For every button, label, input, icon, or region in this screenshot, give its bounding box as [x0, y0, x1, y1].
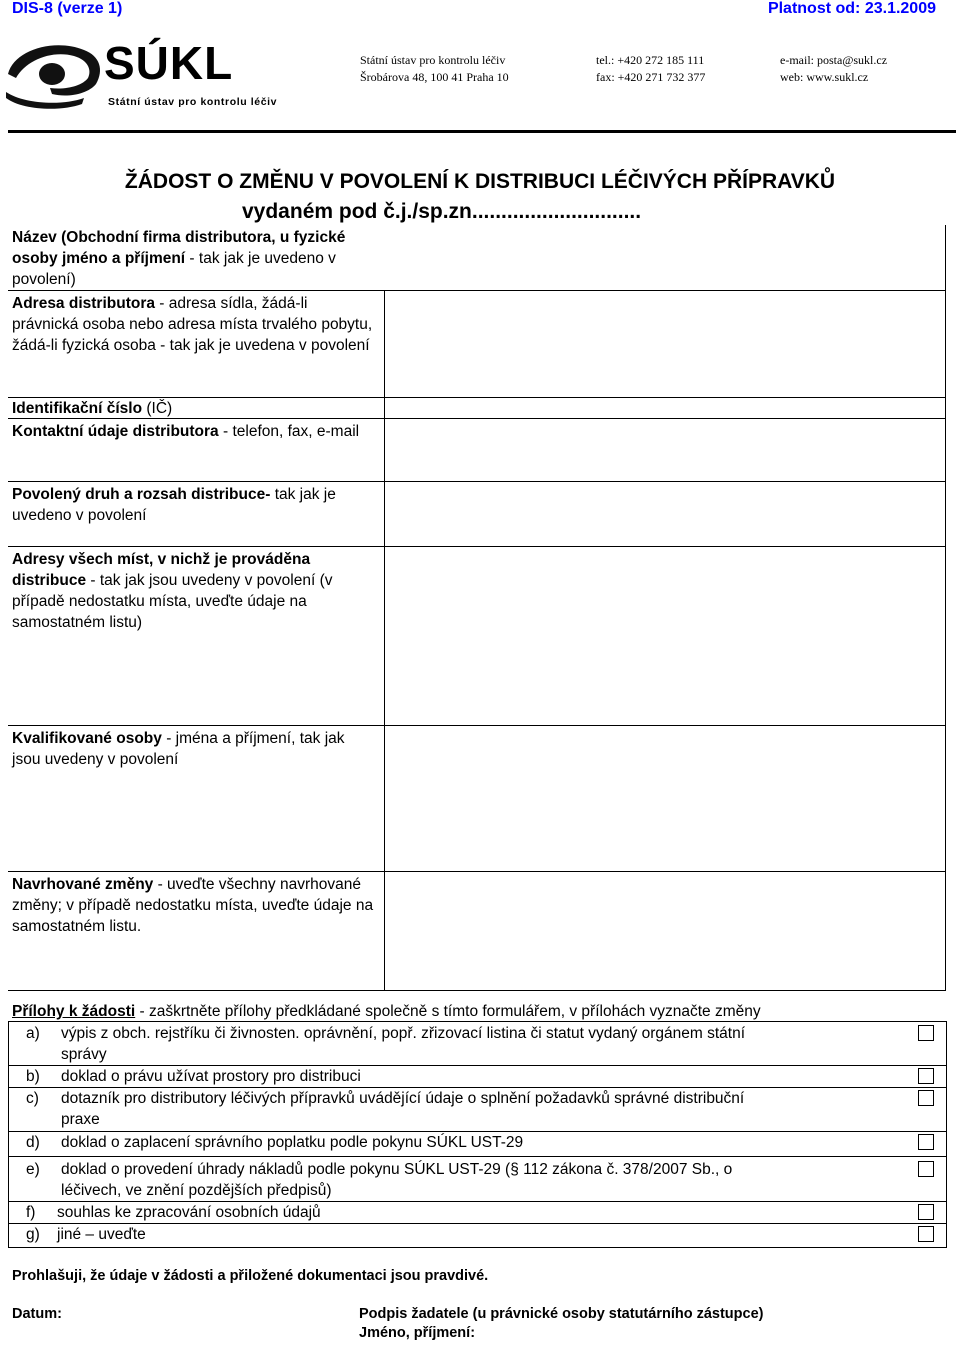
- attachment-text-b: doklad o právu užívat prostory pro distribuci: [61, 1068, 361, 1085]
- attachment-text-e: doklad o provedení úhrady nákladů podle pokynu SÚKL UST-29 (§ 112 zákona č. 378/2007 Sb., o léčivech, ve znění pozdějších předpisů): [61, 1161, 733, 1199]
- field-label-contact: Kontaktní údaje distributora - telefon, fax, e-mail: [12, 423, 360, 440]
- org-fax: fax: +420 271 732 377: [596, 70, 706, 84]
- field-label-changes: Navrhované změny - uveďte všechny navrhované změny; v případě nedostatku místa, uveďte údaje na samostatném listu.: [12, 876, 374, 935]
- form-title: ŽÁDOST O ZMĚNU V POVOLENÍ K DISTRIBUCI LÉČIVÝCH PŘÍPRAVKŮ: [124, 170, 836, 193]
- attachment-text-g: jiné – uveďte: [57, 1226, 146, 1243]
- name-label: Jméno, příjmení:: [359, 1325, 476, 1341]
- org-email: e-mail: posta@sukl.cz: [780, 53, 888, 67]
- attachment-checkbox-e[interactable]: [918, 1161, 934, 1177]
- attachment-text-c: dotazník pro distributory léčivých přípravků uvádějící údaje o splnění požadavků správné distribuční praxe: [61, 1090, 745, 1128]
- field-row-name[interactable]: [8, 225, 945, 290]
- validity-date: Platnost od: 23.1.2009: [767, 0, 936, 17]
- document-header-bar: [0, 0, 960, 22]
- document-id: DIS-8 (verze 1): [12, 0, 123, 17]
- attachment-checkbox-b[interactable]: [918, 1068, 934, 1084]
- declaration: Prohlašuji, že údaje v žádosti a přiložené dokumentaci jsou pravdivé.: [12, 1268, 489, 1284]
- attachment-letter-c: c): [26, 1090, 39, 1107]
- field-row-qualified-persons[interactable]: [8, 726, 945, 872]
- attachment-checkbox-a[interactable]: [918, 1025, 934, 1041]
- attachment-text-f: souhlas ke zpracování osobních údajů: [57, 1204, 321, 1221]
- org-name: Státní ústav pro kontrolu léčiv: [360, 53, 506, 67]
- field-row-contact[interactable]: [8, 419, 945, 482]
- org-tel: tel.: +420 272 185 111: [596, 53, 705, 67]
- attachment-checkbox-c[interactable]: [918, 1090, 934, 1106]
- attachment-letter-e: e): [26, 1161, 40, 1178]
- field-row-changes[interactable]: [8, 872, 945, 991]
- field-row-scope[interactable]: [8, 482, 945, 547]
- field-row-ic[interactable]: [8, 396, 945, 419]
- attachments-heading: Přílohy k žádosti - zaškrtněte přílohy předkládané společně s tímto formulářem, v přílohách vyznačte změny: [12, 1003, 761, 1020]
- signature-label: Podpis žadatele (u právnické osoby statutárního zástupce): [359, 1306, 764, 1322]
- sukl-logo: [4, 32, 304, 112]
- attachment-letter-f: f): [26, 1204, 36, 1221]
- attachment-checkbox-g[interactable]: [918, 1226, 934, 1242]
- logo-wordmark: SÚKL: [104, 37, 234, 89]
- field-label-qualified-persons: Kvalifikované osoby - jména a příjmení, tak jak jsou uvedeny v povolení: [12, 730, 345, 768]
- header-divider: [8, 130, 956, 133]
- attachment-letter-g: g): [26, 1226, 40, 1243]
- org-address: Šrobárova 48, 100 41 Praha 10: [360, 70, 509, 84]
- row-divider: [8, 1223, 947, 1224]
- date-label: Datum:: [12, 1306, 62, 1322]
- attachment-letter-b: b): [26, 1068, 40, 1085]
- field-label-address: Adresa distributora - adresa sídla, žádá-li právnická osoba nebo adresa místa trvalého pobytu, žádá-li fyzická osoba - tak jak je uvedena v povolení: [12, 295, 373, 354]
- attachment-letter-d: d): [26, 1134, 40, 1151]
- attachment-letter-a: a): [26, 1025, 40, 1042]
- attachment-text-a: výpis z obch. rejstříku či živnosten. oprávnění, popř. zřizovací listina či statut vydaný orgánem státní správy: [61, 1025, 746, 1063]
- logo-tagline: Státní ústav pro kontrolu léčiv: [108, 96, 278, 108]
- field-label-scope: Povolený druh a rozsah distribuce- tak jak je uvedeno v povolení: [12, 486, 336, 524]
- field-label-name: Název (Obchodní firma distributora, u fyzické osoby jméno a příjmení - tak jak je uvedeno v povolení): [12, 229, 346, 288]
- attachment-text-d: doklad o zaplacení správního poplatku podle pokynu SÚKL UST-29: [61, 1134, 524, 1151]
- org-web: web: www.sukl.cz: [780, 70, 869, 84]
- field-label-sites: Adresy všech míst, v nichž je prováděna distribuce - tak jak jsou uvedeny v povolení (v případě nedostatku místa, uveďte údaje na samostatném listu): [12, 551, 333, 631]
- form-title-reference: vydaném pod č.j./sp.zn.............................: [242, 200, 642, 223]
- attachment-checkbox-d[interactable]: [918, 1134, 934, 1150]
- attachment-checkbox-f[interactable]: [918, 1204, 934, 1220]
- field-row-address[interactable]: [8, 290, 945, 398]
- field-row-sites[interactable]: [8, 547, 945, 726]
- row-divider: [8, 1156, 947, 1157]
- field-label-ic: Identifikační číslo (IČ): [12, 400, 173, 417]
